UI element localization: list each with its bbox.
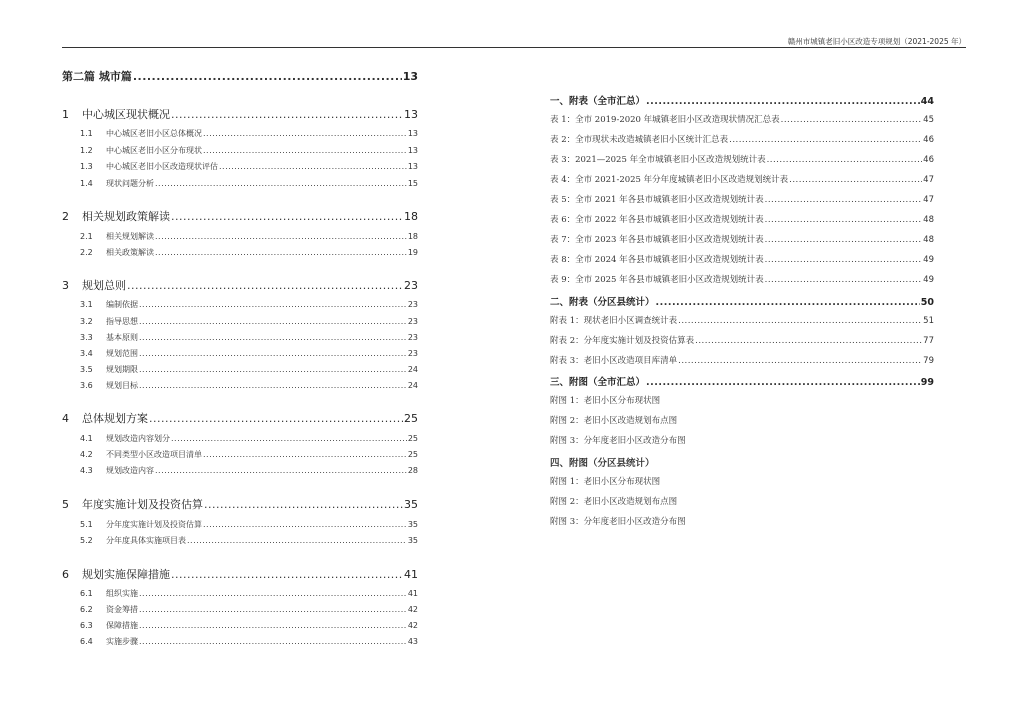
chapter-title: 规划实施保障措施: [82, 568, 170, 581]
table-entry-title: 表 2：全市现状未改造城镇老旧小区统计汇总表: [550, 135, 729, 145]
toc-table-entry[interactable]: [550, 233, 934, 245]
leader-dots: [203, 129, 407, 138]
leader-dots: [139, 333, 407, 342]
toc-page-number: 44: [920, 96, 934, 107]
section-title: 中心城区老旧小区改造现状评估: [106, 162, 218, 171]
table-entry-title: 附表 2：分年度实施计划及投资估算表: [550, 336, 695, 346]
section-number: 6.4: [80, 637, 93, 646]
section-number: 3.3: [80, 333, 93, 342]
leader-dots: [139, 381, 407, 390]
leader-dots: [155, 248, 407, 257]
leader-dots: [219, 162, 407, 171]
leader-dots: [171, 568, 403, 581]
section-title: 规划改造内容划分: [106, 434, 170, 443]
toc-page-number: 25: [407, 450, 418, 459]
chapter-number: 5: [62, 498, 69, 511]
section-number: 2.2: [80, 248, 93, 257]
toc-table-entry[interactable]: [550, 113, 934, 125]
section-number: 4.3: [80, 466, 93, 475]
section-number: 4.1: [80, 434, 93, 443]
section-title: 组织实施: [106, 589, 138, 598]
toc-table-entry[interactable]: [550, 253, 934, 265]
toc-chapter[interactable]: [62, 106, 418, 122]
table-entry-title: 表 8：全市 2024 年各县市城镇老旧小区改造规划统计表: [550, 255, 764, 265]
section-title: 基本原则: [106, 333, 138, 342]
table-entry-title: 表 9：全市 2025 年各县市城镇老旧小区改造规划统计表: [550, 275, 764, 285]
toc-section[interactable]: [80, 161, 418, 172]
toc-page-number: 99: [920, 377, 934, 388]
table-entry-title: 附表 1：现状老旧小区调查统计表: [550, 316, 678, 326]
toc-chapter[interactable]: [62, 277, 418, 293]
toc-page-number: 47: [923, 175, 934, 185]
toc-section[interactable]: [80, 299, 418, 310]
toc-appendix-heading[interactable]: [550, 374, 934, 388]
toc-section[interactable]: [80, 178, 418, 189]
toc-page-number: 49: [923, 275, 934, 285]
section-title: 保障措施: [106, 621, 138, 630]
table-entry-title: 附表 3：老旧小区改造项目库清单: [550, 356, 678, 366]
toc-page-number: 23: [407, 349, 418, 358]
section-title: 规划期限: [106, 365, 138, 374]
toc-section[interactable]: [80, 620, 418, 631]
leader-dots: [139, 621, 407, 630]
toc-page-number: 41: [404, 568, 418, 581]
toc-page-number: 13: [407, 146, 418, 155]
section-title: 分年度具体实施项目表: [106, 536, 186, 545]
leader-dots: [139, 349, 407, 358]
toc-page-number: 35: [407, 536, 418, 545]
toc-page-number: 46: [923, 155, 934, 165]
section-title: 指导思想: [106, 317, 138, 326]
leader-dots: [155, 232, 407, 241]
section-number: 6.1: [80, 589, 93, 598]
chapter-number: 3: [62, 279, 69, 292]
section-number: 2.1: [80, 232, 93, 241]
toc-page-number: 13: [407, 162, 418, 171]
figure-entry[interactable]: 附图 1：老旧小区分布现状图: [550, 396, 661, 406]
leader-dots: [203, 146, 407, 155]
toc-page-number: 51: [923, 316, 934, 326]
toc-page-number: 46: [923, 135, 934, 145]
leader-dots: [139, 317, 407, 326]
toc-page-number: 19: [407, 248, 418, 257]
toc-table-entry[interactable]: [550, 314, 934, 326]
chapter-title: 规划总则: [82, 279, 126, 292]
toc-table-entry[interactable]: [550, 153, 934, 165]
chapter-number: 6: [62, 568, 69, 581]
toc-section[interactable]: [80, 364, 418, 375]
toc-chapter[interactable]: [62, 410, 418, 426]
section-title: 中心城区老旧小区总体概况: [106, 129, 202, 138]
toc-page-number: 35: [407, 520, 418, 529]
leader-dots: [127, 279, 403, 292]
section-title: 相关规划解读: [106, 232, 154, 241]
toc-page-number: 28: [407, 466, 418, 475]
toc-page-number: 23: [404, 279, 418, 292]
figure-entry[interactable]: 附图 1：老旧小区分布现状图: [550, 477, 661, 487]
figure-entry[interactable]: 附图 3：分年度老旧小区改造分布图: [550, 517, 686, 527]
leader-dots: [656, 297, 920, 308]
toc-page-number: 77: [923, 336, 934, 346]
table-entry-title: 表 1：全市 2019-2020 年城镇老旧小区改造现状情况汇总表: [550, 115, 780, 125]
leader-dots: [695, 336, 922, 346]
toc-page-number: 48: [923, 215, 934, 225]
figure-entry[interactable]: 附图 3：分年度老旧小区改造分布图: [550, 436, 686, 446]
section-title: 资金筹措: [106, 605, 138, 614]
section-number: 3.5: [80, 365, 93, 374]
leader-dots: [678, 356, 922, 366]
toc-section[interactable]: [80, 332, 418, 343]
section-title: 规划目标: [106, 381, 138, 390]
toc-section[interactable]: [80, 604, 418, 615]
toc-page-number: 24: [407, 381, 418, 390]
section-number: 6.3: [80, 621, 93, 630]
toc-appendix-heading[interactable]: 四、附图（分区县统计）: [550, 458, 655, 469]
toc-page-number: 50: [920, 297, 934, 308]
toc-table-entry[interactable]: [550, 133, 934, 145]
toc-page-number: 24: [407, 365, 418, 374]
section-number: 3.2: [80, 317, 93, 326]
section-number: 3.1: [80, 300, 93, 309]
toc-page-number: 23: [407, 300, 418, 309]
toc-page-number: 15: [407, 179, 418, 188]
toc-table-entry[interactable]: [550, 273, 934, 285]
leader-dots: [646, 377, 920, 388]
toc-section[interactable]: [80, 449, 418, 460]
toc-section[interactable]: [80, 380, 418, 391]
leader-dots: [171, 108, 403, 121]
toc-page-number: 79: [923, 356, 934, 366]
toc-table-entry[interactable]: [550, 334, 934, 346]
section-number: 1.1: [80, 129, 93, 138]
leader-dots: [155, 466, 407, 475]
section-number: 1.4: [80, 179, 93, 188]
toc-page-number: 25: [407, 434, 418, 443]
chapter-title: 中心城区现状概况: [82, 108, 170, 121]
toc-chapter[interactable]: [62, 566, 418, 582]
leader-dots: [171, 210, 403, 223]
leader-dots: [765, 215, 923, 225]
toc-page-number: 42: [407, 621, 418, 630]
section-number: 4.2: [80, 450, 93, 459]
leader-dots: [203, 520, 407, 529]
toc-chapter[interactable]: [62, 496, 418, 512]
section-title: 规划改造内容: [106, 466, 154, 475]
table-entry-title: 表 5：全市 2021 年各县市城镇老旧小区改造规划统计表: [550, 195, 764, 205]
toc-section[interactable]: [80, 231, 418, 242]
header-rule: [62, 47, 966, 48]
appendix-heading-title: 二、附表（分区县统计）: [550, 297, 655, 308]
leader-dots: [203, 450, 407, 459]
leader-dots: [204, 498, 403, 511]
toc-page-number: 13: [404, 108, 418, 121]
document-header-title: 赣州市城镇老旧小区改造专项规划（2021-2025 年）: [787, 37, 966, 46]
leader-dots: [139, 589, 407, 598]
toc-page-number: 23: [407, 317, 418, 326]
chapter-number: 4: [62, 412, 69, 425]
section-title: 中心城区老旧小区分布现状: [106, 146, 202, 155]
leader-dots: [155, 179, 407, 188]
leader-dots: [729, 135, 922, 145]
toc-section[interactable]: [80, 519, 418, 530]
leader-dots: [139, 637, 407, 646]
section-number: 3.6: [80, 381, 93, 390]
leader-dots: [139, 365, 407, 374]
leader-dots: [139, 605, 407, 614]
toc-part-heading[interactable]: [62, 68, 418, 84]
toc-appendix-heading[interactable]: [550, 93, 934, 107]
leader-dots: [765, 275, 923, 285]
table-entry-title: 表 7：全市 2023 年各县市城镇老旧小区改造规划统计表: [550, 235, 764, 245]
toc-page-number: 47: [923, 195, 934, 205]
table-entry-title: 表 6：全市 2022 年各县市城镇老旧小区改造规划统计表: [550, 215, 764, 225]
leader-dots: [139, 300, 407, 309]
toc-section[interactable]: [80, 145, 418, 156]
toc-page-number: 42: [407, 605, 418, 614]
figure-entry[interactable]: 附图 2：老旧小区改造规划布点图: [550, 497, 678, 507]
section-number: 1.2: [80, 146, 93, 155]
section-number: 3.4: [80, 349, 93, 358]
leader-dots: [133, 70, 402, 83]
leader-dots: [187, 536, 407, 545]
section-number: 1.3: [80, 162, 93, 171]
chapter-title: 年度实施计划及投资估算: [82, 498, 203, 511]
toc-page-number: 13: [407, 129, 418, 138]
toc-section[interactable]: [80, 535, 418, 546]
section-number: 5.2: [80, 536, 93, 545]
toc-section[interactable]: [80, 433, 418, 444]
section-title: 不同类型小区改造项目清单: [106, 450, 202, 459]
chapter-title: 相关规划政策解读: [82, 210, 170, 223]
toc-section[interactable]: [80, 636, 418, 647]
table-entry-title: 表 3：2021—2025 年全市城镇老旧小区改造规划统计表: [550, 155, 766, 165]
toc-page-number: 43: [407, 637, 418, 646]
leader-dots: [678, 316, 922, 326]
leader-dots: [765, 235, 923, 245]
toc-table-entry[interactable]: [550, 193, 934, 205]
section-title: 编制依据: [106, 300, 138, 309]
leader-dots: [646, 96, 920, 107]
section-title: 实施步骤: [106, 637, 138, 646]
toc-page-number: 18: [404, 210, 418, 223]
appendix-heading-title: 三、附图（全市汇总）: [550, 377, 646, 388]
chapter-title: 总体规划方案: [82, 412, 148, 425]
toc-page-number: 23: [407, 333, 418, 342]
toc-section[interactable]: [80, 465, 418, 476]
section-title: 分年度实施计划及投资估算: [106, 520, 202, 529]
leader-dots: [767, 155, 923, 165]
section-title: 规划范围: [106, 349, 138, 358]
leader-dots: [765, 255, 923, 265]
toc-page-number: 35: [404, 498, 418, 511]
leader-dots: [789, 175, 922, 185]
toc-section[interactable]: [80, 247, 418, 258]
toc-table-entry[interactable]: [550, 213, 934, 225]
figure-entry[interactable]: 附图 2：老旧小区改造规划布点图: [550, 416, 678, 426]
section-title: 相关政策解读: [106, 248, 154, 257]
toc-appendix-heading[interactable]: [550, 294, 934, 308]
appendix-heading-title: 一、附表（全市汇总）: [550, 96, 646, 107]
leader-dots: [781, 115, 923, 125]
toc-page-number: 13: [402, 70, 418, 83]
toc-section[interactable]: [80, 348, 418, 359]
toc-section[interactable]: [80, 316, 418, 327]
table-entry-title: 表 4：全市 2021-2025 年分年度城镇老旧小区改造规划统计表: [550, 175, 789, 185]
toc-part-title: 第二篇 城市篇: [62, 70, 132, 83]
section-number: 6.2: [80, 605, 93, 614]
toc-page-number: 18: [407, 232, 418, 241]
toc-table-entry[interactable]: [550, 173, 934, 185]
leader-dots: [765, 195, 923, 205]
toc-section[interactable]: [80, 128, 418, 139]
toc-section[interactable]: [80, 588, 418, 599]
chapter-number: 1: [62, 108, 69, 121]
toc-table-entry[interactable]: [550, 354, 934, 366]
toc-page-number: 45: [923, 115, 934, 125]
leader-dots: [171, 434, 407, 443]
section-title: 现状问题分析: [106, 179, 154, 188]
leader-dots: [149, 412, 403, 425]
toc-chapter[interactable]: [62, 208, 418, 224]
section-number: 5.1: [80, 520, 93, 529]
chapter-number: 2: [62, 210, 69, 223]
toc-page-number: 25: [404, 412, 418, 425]
toc-page-number: 41: [407, 589, 418, 598]
toc-page-number: 49: [923, 255, 934, 265]
toc-page-number: 48: [923, 235, 934, 245]
